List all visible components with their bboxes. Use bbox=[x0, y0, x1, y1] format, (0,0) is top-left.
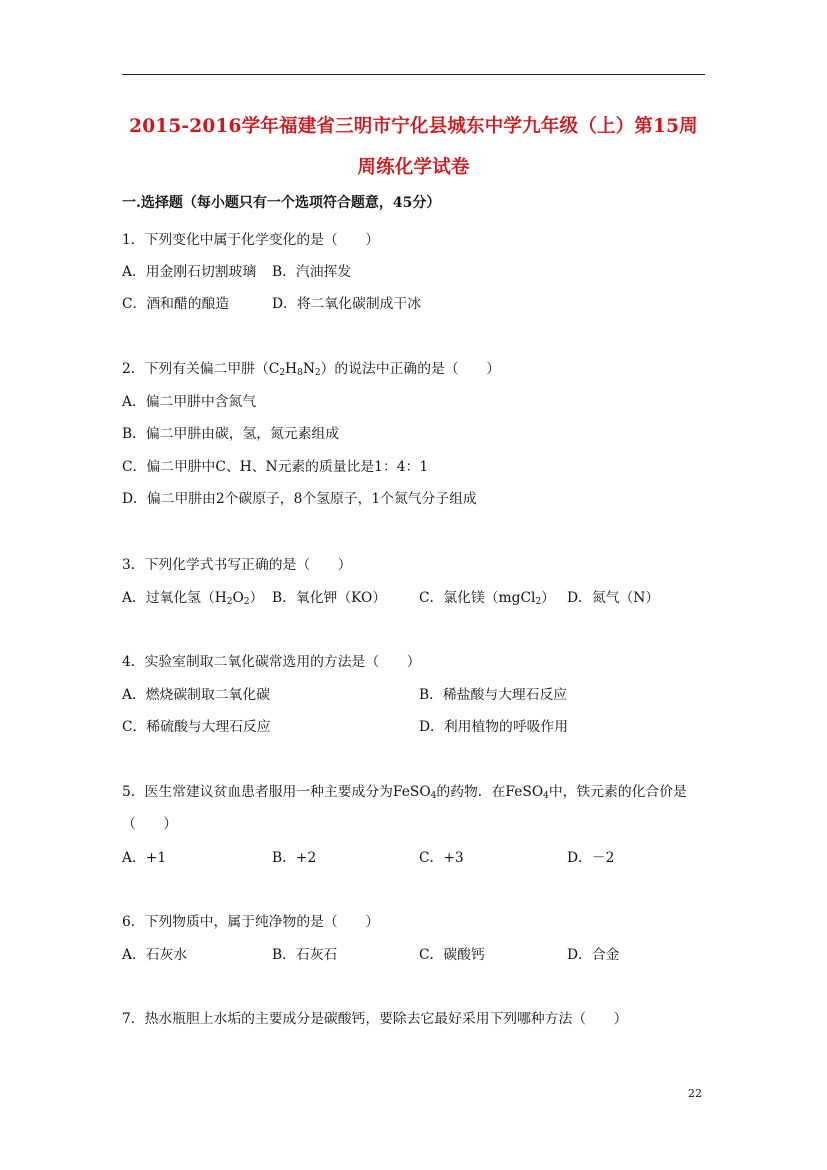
question-5-option-b: B．+2 bbox=[272, 850, 317, 866]
section-heading: 一.选择题（每小题只有一个选项符合题意，45分） bbox=[122, 195, 441, 211]
question-3-option-b: B．氧化钾（KO） bbox=[272, 590, 387, 606]
question-2-option-c: C．偏二甲肼中C、H、N元素的质量比是1：4：1 bbox=[122, 459, 429, 475]
question-6-option-c: C．碳酸钙 bbox=[419, 947, 485, 963]
question-6-option-b: B．石灰石 bbox=[272, 947, 338, 963]
question-6-stem: 6．下列物质中，属于纯净物的是（ ） bbox=[122, 914, 380, 930]
question-2-stem: 2．下列有关偏二甲肼$(C_2H_8N_2)$的说法中正确的是（ ） bbox=[122, 361, 500, 378]
question-4-option-b: B．稀盐酸与大理石反应 bbox=[419, 687, 568, 703]
question-3-stem: 3．下列化学式书写正确的是（ ） bbox=[122, 557, 352, 573]
page-number: 22 bbox=[688, 1087, 702, 1100]
question-5-stem-line2: （ ） bbox=[122, 816, 178, 832]
question-3-option-a: A．过氧化氢$(H_2O_2)$ bbox=[122, 590, 264, 607]
question-1-option-c: C．酒和醋的酿造 bbox=[122, 296, 230, 312]
question-3-option-d: D．氮气（N） bbox=[567, 590, 660, 606]
page-title-line1: 2015-2016学年福建省三明市宁化县城东中学九年级（上）第15周 bbox=[129, 116, 698, 137]
question-5-option-c: C．+3 bbox=[419, 850, 464, 866]
question-6-option-d: D．合金 bbox=[567, 947, 620, 963]
question-4-option-d: D．利用植物的呼吸作用 bbox=[419, 719, 569, 735]
question-4-stem: 4．实验室制取二氧化碳常选用的方法是（ ） bbox=[122, 654, 421, 670]
question-6-option-a: A．石灰水 bbox=[122, 947, 188, 963]
question-5-option-a: A．+1 bbox=[122, 850, 167, 866]
question-4-option-a: A．燃烧碳制取二氧化碳 bbox=[122, 687, 270, 703]
question-4-option-c: C．稀硫酸与大理石反应 bbox=[122, 719, 271, 735]
question-1-option-d: D．将二氧化碳制成干冰 bbox=[272, 296, 422, 312]
question-7-stem: 7．热水瓶胆上水垢的主要成分是碳酸钙，要除去它最好采用下列哪种方法（ ） bbox=[122, 1011, 628, 1027]
question-2-option-a: A．偏二甲肼中含氮气 bbox=[122, 394, 257, 410]
question-1-stem: 1．下列变化中属于化学变化的是（ ） bbox=[122, 232, 380, 248]
header-rule bbox=[122, 74, 705, 75]
question-2-option-b: B．偏二甲肼由碳，氢，氮元素组成 bbox=[122, 426, 340, 442]
question-1-option-a: A．用金刚石切割玻璃 bbox=[122, 264, 257, 280]
question-3-option-c: C．氯化镁（mgCl$_2$） bbox=[419, 590, 555, 607]
question-1-option-b: B．汽油挥发 bbox=[272, 264, 352, 280]
question-2-option-d: D．偏二甲肼由2个碳原子，8个氢原子，1个氮气分子组成 bbox=[122, 491, 477, 507]
page-title-line2: 周练化学试卷 bbox=[357, 157, 470, 178]
question-5-option-d: D．－2 bbox=[567, 850, 615, 866]
question-5-stem: 5．医生常建议贫血患者服用一种主要成分为FeSO$_4$的药物．在FeSO$_4$中，铁元素的化合价是 bbox=[122, 784, 687, 801]
